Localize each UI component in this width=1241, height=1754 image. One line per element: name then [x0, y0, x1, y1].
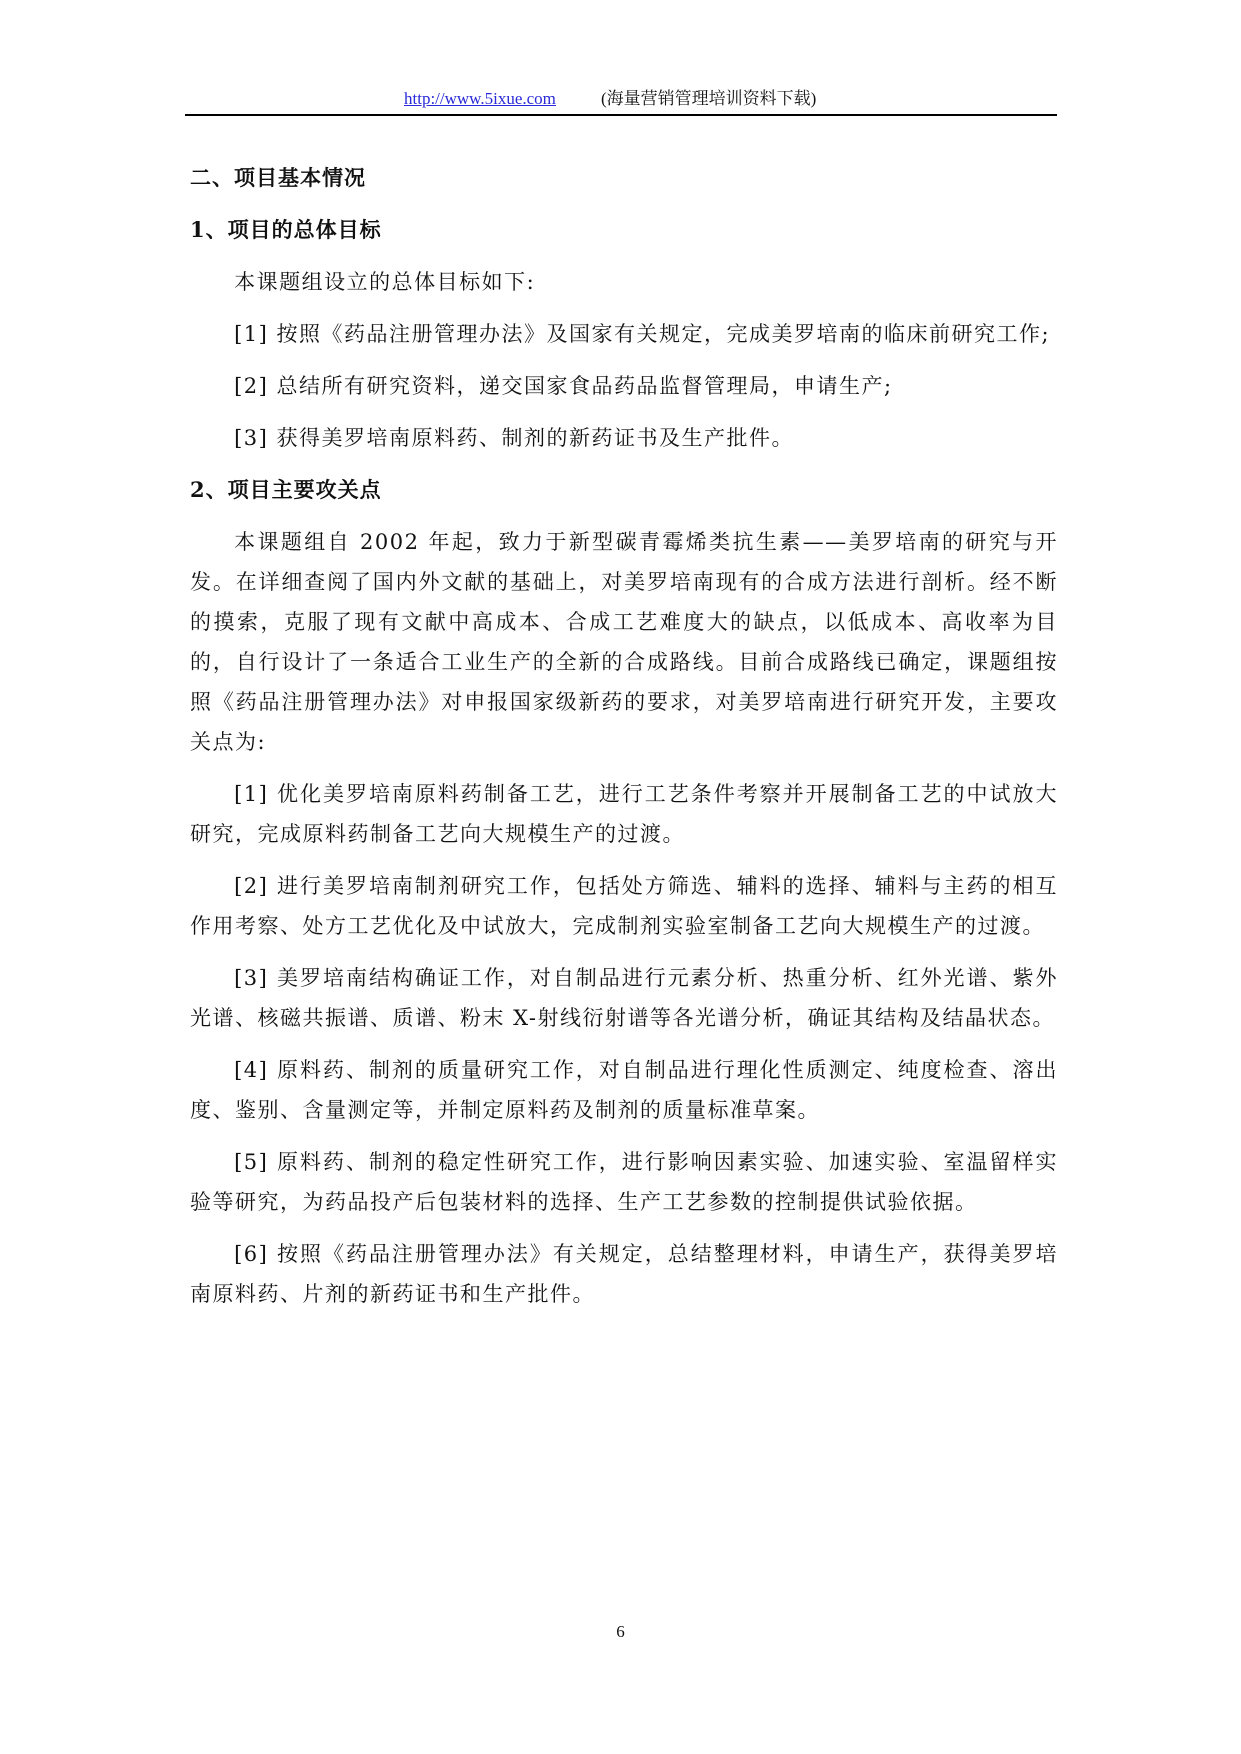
header-divider — [185, 114, 1057, 116]
goals-intro: 本课题组设立的总体目标如下: — [234, 270, 536, 294]
key-points-intro: 本课题组自 2002 年起，致力于新型碳青霉烯类抗生素——美罗培南的研究与开发。在详细查阅了国内外文献的基础上，对美罗培南现有的合成方法进行剖析。经不断的摸索，克服了现有文献中高成本、合成工艺难度大的缺点，以低成本、高收率为目的，自行设计了一条适合工业生产的全新的合成路线。目前合成路线已确定，课题组按照《药品注册管理办法》对申报国家级新药的要求，对美罗培南进行研究开发，主要攻关点为: — [190, 530, 1058, 754]
goal-item: [2] 总结所有研究资料，递交国家食品药品监督管理局，申请生产; — [234, 374, 893, 398]
header-link[interactable]: http://www.5ixue.com — [404, 89, 556, 108]
key-point-item: [2] 进行美罗培南制剂研究工作，包括处方筛选、辅料的选择、辅料与主药的相互作用考察、处方工艺优化及中试放大，完成制剂实验室制备工艺向大规模生产的过渡。 — [190, 874, 1058, 938]
goal-item: [1] 按照《药品注册管理办法》及国家有关规定，完成美罗培南的临床前研究工作; — [234, 322, 1051, 346]
key-point-item: [3] 美罗培南结构确证工作，对自制品进行元素分析、热重分析、红外光谱、紫外光谱、核磁共振谱、质谱、粉末 X-射线衍射谱等各光谱分析，确证其结构及结晶状态。 — [190, 966, 1058, 1030]
key-point-item: [5] 原料药、制剂的稳定性研究工作，进行影响因素实验、加速实验、室温留样实验等研究，为药品投产后包装材料的选择、生产工艺参数的控制提供试验依据。 — [190, 1150, 1058, 1214]
page-header — [185, 84, 1057, 114]
key-point-item: [1] 优化美罗培南原料药制备工艺，进行工艺条件考察并开展制备工艺的中试放大研究，完成原料药制备工艺向大规模生产的过渡。 — [190, 782, 1058, 846]
document-body — [190, 158, 1058, 1326]
section-title: 二、项目基本情况 — [190, 165, 366, 190]
header-tagline: (海量营销管理培训资料下载) — [601, 89, 817, 108]
page-number: 6 — [616, 1622, 625, 1641]
subsection-title-key-points: 2、项目主要攻关点 — [190, 477, 382, 502]
key-point-item: [4] 原料药、制剂的质量研究工作，对自制品进行理化性质测定、纯度检查、溶出度、鉴别、含量测定等，并制定原料药及制剂的质量标准草案。 — [190, 1058, 1058, 1122]
key-point-item: [6] 按照《药品注册管理办法》有关规定，总结整理材料，申请生产，获得美罗培南原料药、片剂的新药证书和生产批件。 — [190, 1242, 1058, 1306]
subsection-title-goals: 1、项目的总体目标 — [190, 217, 382, 242]
goal-item: [3] 获得美罗培南原料药、制剂的新药证书及生产批件。 — [234, 426, 795, 450]
